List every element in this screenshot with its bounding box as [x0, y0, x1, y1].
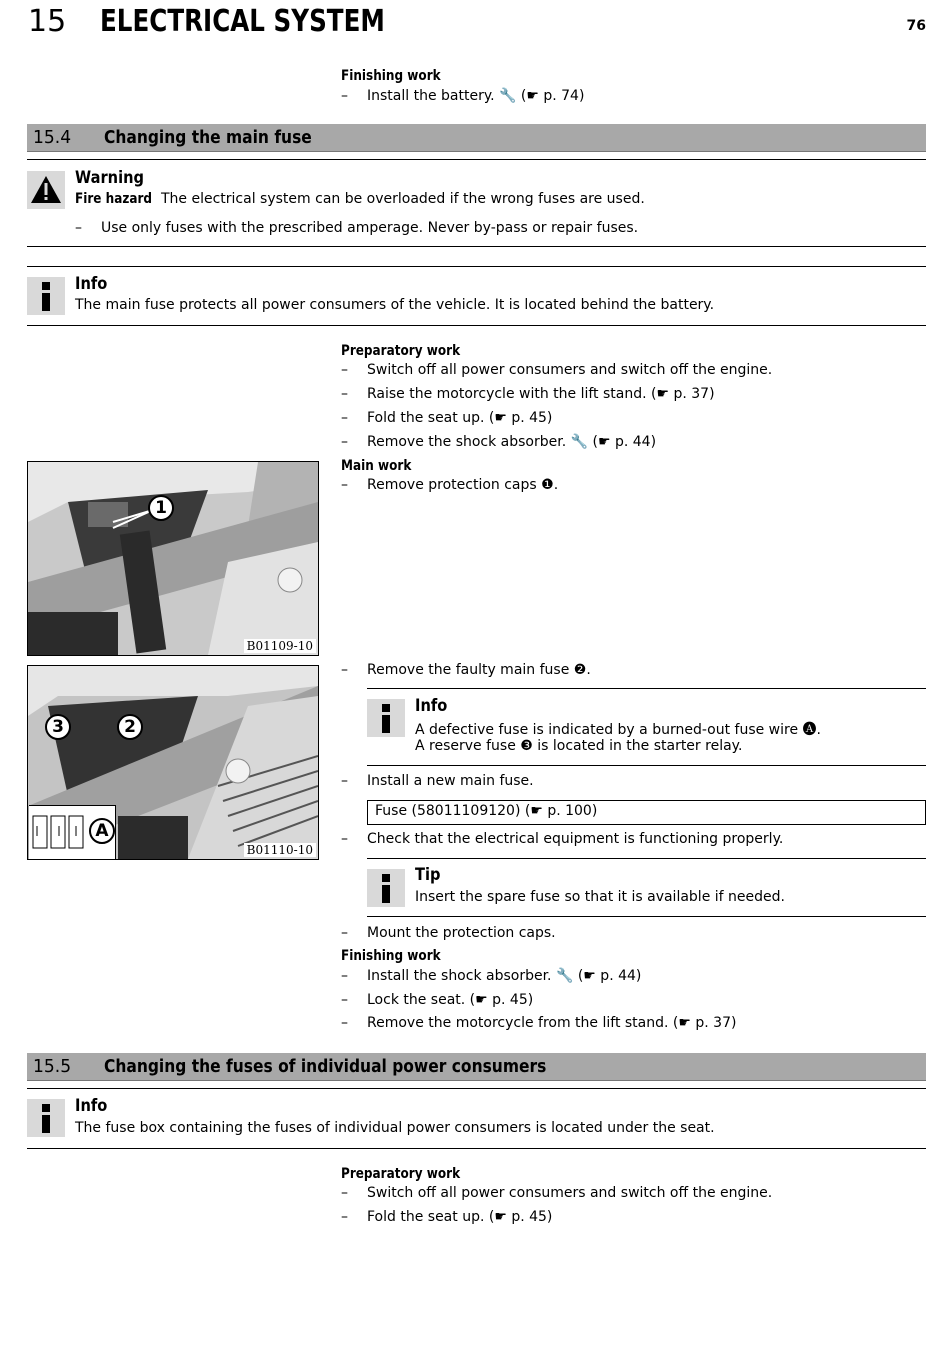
- photo-protection-caps: [27, 461, 319, 656]
- divider: [367, 765, 926, 766]
- page-number: 76: [906, 18, 926, 34]
- callout-a: A: [89, 818, 115, 844]
- fuse-spec: Fuse (58011109120) (☛ p. 100): [375, 803, 598, 819]
- main-work-heading: Main work: [341, 458, 412, 474]
- section-title: Changing the main fuse: [104, 127, 312, 148]
- info-heading: Info: [415, 696, 448, 716]
- finishing-work-heading: Finishing work: [341, 68, 441, 84]
- callout-3: 3: [45, 714, 71, 740]
- section-heading-15-4: [27, 124, 926, 152]
- section-title: Changing the fuses of individual power consumers: [104, 1056, 547, 1077]
- list-item: – Check that the electrical equipment is functioning properly.: [341, 831, 784, 847]
- list-item: – Fold the seat up. (☛ p. 45): [341, 410, 553, 426]
- photo-caption: B01109-10: [244, 639, 316, 653]
- list-item: – Remove protection caps ❶.: [341, 477, 559, 493]
- callout-1: 1: [148, 495, 174, 521]
- preparatory-work-heading: Preparatory work: [341, 1166, 461, 1182]
- fuse-spec-box: [367, 800, 926, 825]
- info-text: The main fuse protects all power consumers of the vehicle. It is located behind the battery.: [75, 297, 715, 313]
- tip-heading: Tip: [415, 865, 441, 885]
- list-item: – Switch off all power consumers and switch off the engine.: [341, 362, 773, 378]
- info-heading: Info: [75, 1096, 108, 1116]
- info-icon: [27, 1099, 65, 1137]
- info-text: A defective fuse is indicated by a burned-out fuse wire 🅐.: [415, 722, 821, 738]
- list-item: – Install the shock absorber. 🔧 (☛ p. 44): [341, 968, 642, 984]
- list-item: – Use only fuses with the prescribed amperage. Never by-pass or repair fuses.: [75, 220, 639, 236]
- chapter-title: ELECTRICAL SYSTEM: [100, 4, 385, 39]
- warning-triangle-icon: [27, 171, 65, 209]
- finishing-work-heading: Finishing work: [341, 948, 441, 964]
- section-heading-15-5: [27, 1053, 926, 1081]
- list-item: – Mount the protection caps.: [341, 925, 556, 941]
- divider: [27, 159, 926, 160]
- list-item: – Install the battery. 🔧 (☛ p. 74): [341, 88, 585, 104]
- callout-2: 2: [117, 714, 143, 740]
- divider: [367, 858, 926, 859]
- photo-caption: B01110-10: [244, 843, 316, 857]
- info-icon: [367, 699, 405, 737]
- divider: [367, 688, 926, 689]
- photo-illustration: [28, 462, 318, 655]
- chapter-number: 15: [28, 4, 67, 39]
- warning-text: The electrical system can be overloaded if the wrong fuses are used.: [161, 191, 645, 207]
- list-item: – Fold the seat up. (☛ p. 45): [341, 1209, 553, 1225]
- section-number: 15.5: [33, 1056, 72, 1077]
- info-icon: [367, 869, 405, 907]
- list-item: – Remove the shock absorber. 🔧 (☛ p. 44): [341, 434, 657, 450]
- preparatory-work-heading: Preparatory work: [341, 343, 461, 359]
- info-text: A reserve fuse ❸ is located in the starter relay.: [415, 738, 743, 754]
- list-item: – Switch off all power consumers and switch off the engine.: [341, 1185, 773, 1201]
- divider: [367, 916, 926, 917]
- warning-label: Fire hazard: [75, 191, 153, 207]
- list-item: – Raise the motorcycle with the lift stand. (☛ p. 37): [341, 386, 715, 402]
- section-number: 15.4: [33, 127, 72, 148]
- divider: [27, 266, 926, 267]
- warning-heading: Warning: [75, 168, 144, 188]
- divider: [27, 246, 926, 247]
- list-item: – Install a new main fuse.: [341, 773, 534, 789]
- divider: [27, 1088, 926, 1089]
- fuse-diagram-inset: [29, 805, 116, 859]
- list-item: – Remove the motorcycle from the lift stand. (☛ p. 37): [341, 1015, 737, 1031]
- info-heading: Info: [75, 274, 108, 294]
- info-icon: [27, 277, 65, 315]
- info-text: The fuse box containing the fuses of individual power consumers is located under the seat.: [75, 1120, 715, 1136]
- list-item: – Lock the seat. (☛ p. 45): [341, 992, 534, 1008]
- list-item: – Remove the faulty main fuse ❷.: [341, 662, 591, 678]
- tip-text: Insert the spare fuse so that it is available if needed.: [415, 889, 785, 905]
- photo-main-fuse: [27, 665, 319, 860]
- divider: [27, 325, 926, 326]
- divider: [27, 1148, 926, 1149]
